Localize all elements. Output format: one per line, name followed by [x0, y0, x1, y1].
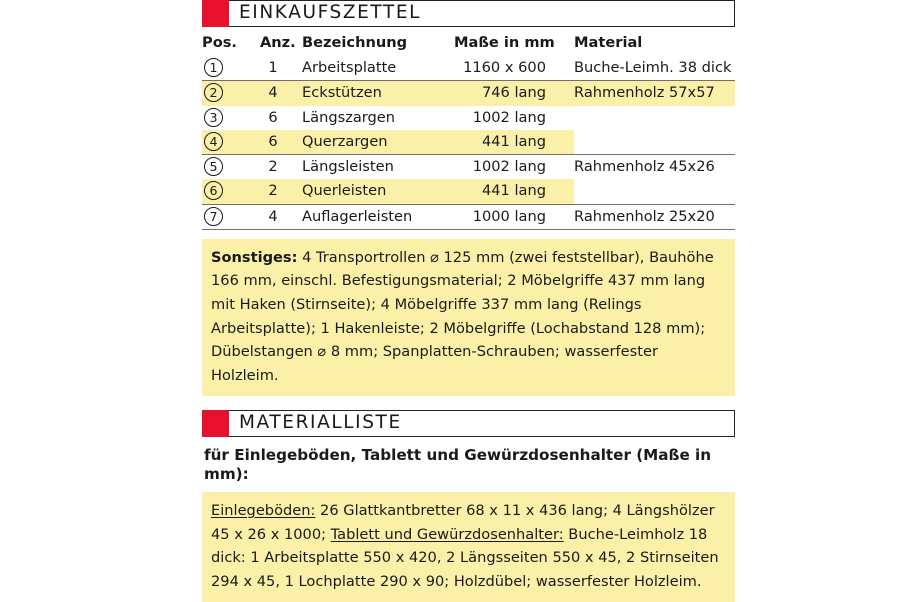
cell-masse: 746 lang [454, 81, 574, 106]
cell-bezeichnung: Querzargen [302, 130, 454, 155]
table-row [202, 106, 735, 130]
cell-bezeichnung: Querleisten [302, 179, 454, 204]
cell-anz: 1 [258, 56, 302, 81]
cell-material: Rahmenholz 45x26 [574, 158, 715, 175]
content-column [202, 0, 735, 602]
section-title-materials-list: MATERIALLISTE [239, 411, 402, 433]
cell-anz: 4 [258, 204, 302, 229]
cell-masse: 441 lang [454, 179, 574, 204]
cell-bezeichnung: Auflagerleisten [302, 204, 454, 229]
position-number-circle: 2 [204, 83, 223, 102]
table-row [202, 56, 735, 81]
cell-material [574, 106, 735, 130]
table-row [202, 155, 735, 180]
cell-material: Buche-Leimh. 38 dick [574, 56, 735, 81]
sonstiges-text: 4 Transportrollen ⌀ 125 mm (zwei feststellbar), Bauhöhe 166 mm, einschl. Befestigungsmaterial; 2 Möbelgriffe 437 mm lang mit Haken (Stirnseite); 4 Möbelgriffe 337 mm lang (Relings Arbeitsplatte); 1 Hakenleiste; 2 Möbelgriffe (Lochabstand 128 mm); Dübelstangen ⌀ 8 mm; Spanplatten-Schrauben; wasserfester Holzleim. [211, 248, 714, 384]
cell-material [574, 179, 735, 204]
position-number-circle: 3 [204, 108, 223, 127]
cell-anz: 4 [258, 81, 302, 106]
cell-pos [202, 81, 258, 106]
materials-heading-einlegeboeden: Einlegeböden: [211, 502, 316, 520]
cell-material: Rahmenholz 25x20 [574, 204, 735, 229]
cell-pos [202, 106, 258, 130]
table-row [202, 179, 735, 204]
position-number-circle: 1 [204, 58, 223, 77]
cell-masse: 441 lang [454, 130, 574, 155]
cell-material: Rahmenholz 57x57 [574, 81, 735, 106]
column-header-material: Material [574, 34, 643, 51]
sonstiges-label: Sonstiges: [211, 248, 298, 266]
column-header-masse: Maße in mm [454, 34, 555, 51]
section-title-box [229, 410, 735, 437]
column-header-pos: Pos. [202, 34, 237, 51]
materials-text-einlegeboeden: 26 Glattkantbretter 68 x 11 x 436 lang; 4 Längshölzer 45 x 26 x 1000; [211, 502, 715, 543]
position-number-circle: 5 [204, 157, 223, 176]
section-title-shopping-list: EINKAUFSZETTEL [239, 2, 422, 24]
cell-masse: 1002 lang [472, 158, 546, 175]
table-header-row [202, 34, 735, 56]
column-header-bezeichnung: Bezeichnung [302, 34, 408, 51]
materials-heading-tablett: Tablett und Gewürzdosenhalter: [330, 525, 564, 543]
cell-anz: 6 [258, 130, 302, 155]
table-row [202, 81, 735, 106]
materials-note [202, 492, 735, 602]
table-row [202, 204, 735, 229]
parts-table [202, 34, 735, 230]
cell-pos [202, 130, 258, 155]
cell-bezeichnung: Eckstützen [302, 81, 454, 106]
cell-masse: 1000 lang [454, 204, 574, 229]
cell-masse: 1002 lang [472, 108, 546, 126]
materials-text-tablett: Buche-Leimholz 18 dick: 1 Arbeitsplatte 550 x 420, 2 Längsseiten 550 x 45, 2 Stirnseiten 294 x 45, 1 Lochplatte 290 x 90; Holzdübel; wasserfester Holzleim. [211, 525, 719, 591]
cell-masse: 1160 x 600 [454, 56, 574, 81]
cell-anz: 2 [268, 158, 278, 175]
materials-subtitle: für Einlegeböden, Tablett und Gewürzdosenhalter (Maße in mm): [204, 445, 712, 484]
cell-pos [202, 56, 258, 81]
section-header-materials-list [202, 410, 735, 437]
cell-bezeichnung: Arbeitsplatte [302, 56, 454, 81]
table-body [202, 56, 735, 229]
table-row [202, 130, 735, 155]
cell-anz: 2 [258, 179, 302, 204]
section-header-shopping-list [202, 0, 735, 27]
position-number-circle: 7 [204, 207, 223, 226]
cell-anz: 6 [268, 108, 278, 126]
section-title-box [229, 0, 735, 27]
red-square-marker-icon [202, 0, 229, 27]
position-number-circle: 6 [204, 181, 223, 200]
position-number-circle: 4 [204, 132, 223, 151]
red-square-marker-icon [202, 410, 229, 437]
cell-pos [202, 155, 258, 180]
cell-pos [202, 179, 258, 204]
column-header-anz: Anz. [260, 34, 296, 51]
cell-pos [202, 204, 258, 229]
cell-material [574, 130, 735, 155]
sonstiges-note [202, 239, 735, 396]
cell-bezeichnung: Längszargen [302, 108, 396, 126]
cell-bezeichnung: Längsleisten [302, 158, 394, 175]
